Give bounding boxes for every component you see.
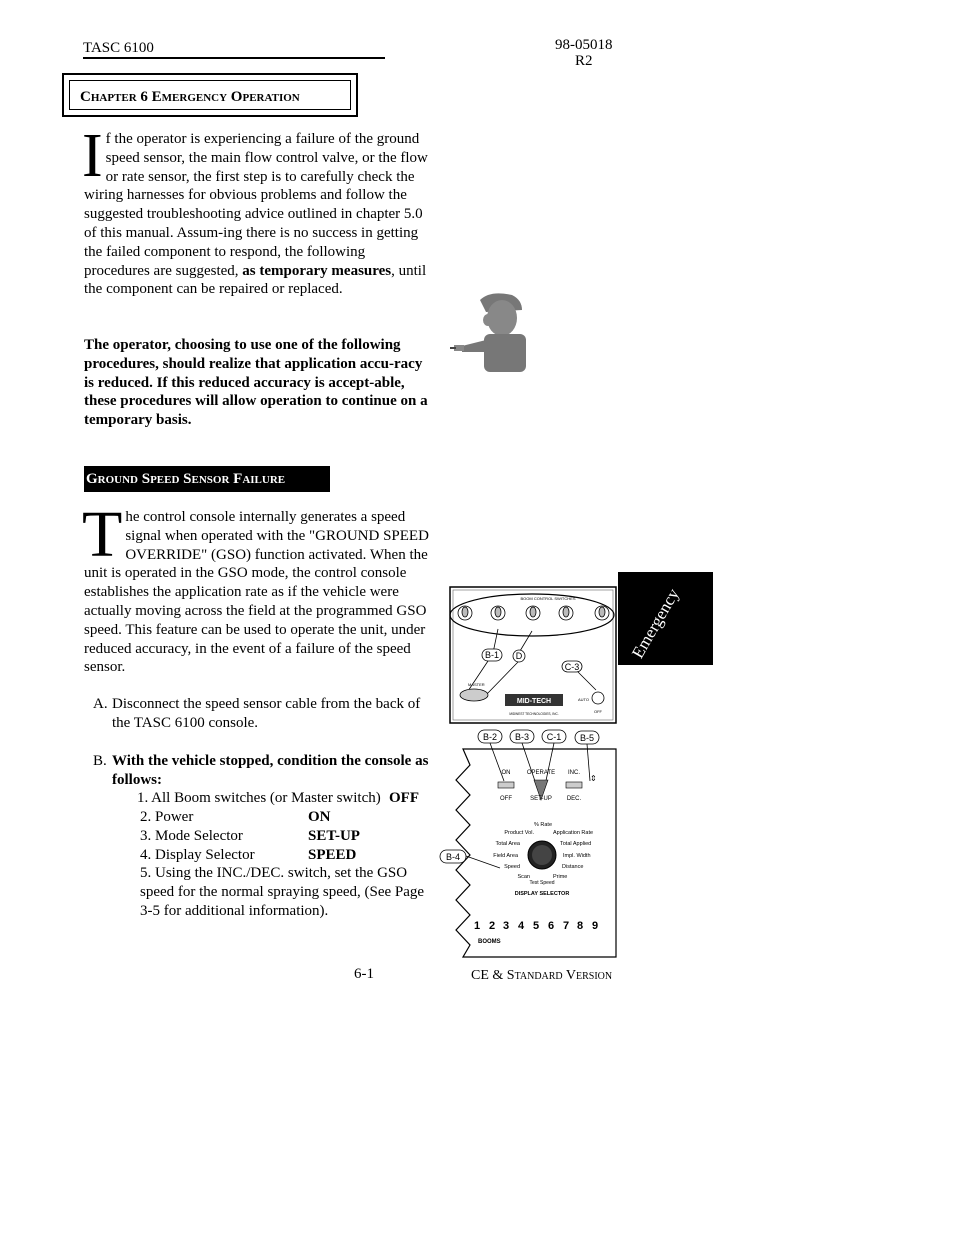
doc-number: 98-05018: [555, 37, 613, 53]
step-b-text: With the vehicle stopped, condition the console as follows:: [112, 753, 429, 788]
boom-number: 8: [577, 920, 584, 932]
on-label: ON: [501, 770, 511, 776]
chapter-title-box: [62, 73, 358, 117]
intro-text: f the operator is experiencing a failure of the ground speed sensor, the main flow control valve, or the flow or rate sensor, the first step is to carefully check the wiring harnesses for obvious problems and follow the suggested troubleshooting advice outlined in chapter 5.0 of this manual. Assum-ing there is no success in getting the failed component to respond, the following procedures are suggested,: [84, 131, 428, 279]
display-selector-title: DISPLAY SELECTOR: [514, 891, 570, 897]
master-switch: [460, 689, 488, 701]
page-number: 6-1: [354, 966, 374, 982]
condition-1-value: OFF: [389, 790, 419, 806]
side-tab-label: Emergency: [628, 585, 684, 662]
condition-3-label: 3. Mode Selector: [140, 828, 243, 844]
intro-drop-cap: I: [82, 122, 103, 190]
selector-left-5: Scan: [517, 874, 530, 880]
power-switch: [498, 782, 514, 788]
intro-bold-text: as temporary measures: [242, 262, 392, 279]
selector-right-1: Application Rate: [553, 830, 594, 836]
gso-paragraph: [82, 498, 429, 677]
step-a-label: A.: [93, 696, 108, 712]
intro-text-end: , until the component can be repaired or replaced.: [84, 262, 427, 298]
intro-paragraph: [82, 122, 429, 299]
brand-sub-label: MIDWEST TECHNOLOGIES, INC.: [509, 712, 559, 716]
selector-left-4: Speed: [504, 864, 520, 870]
master-label: MASTER: [468, 682, 485, 687]
selector-left-2: Total Area: [495, 841, 520, 847]
gso-text: he control console internally generates a speed signal when operated with the "GROUND SPEED OVERRIDE" (GSO) function activated. When the unit is operated in the GSO mode, the control console establishes the application rate as if the vehicle were actually moving across the field at the programmed GSO speed. This feature can be used to operate the unit, under reduced accuracy, in the event of a failure of the speed sensor.: [84, 509, 429, 676]
boom-number-row: [474, 920, 598, 932]
callout-b5: B-5: [579, 733, 595, 743]
boom-number: 6: [548, 920, 555, 932]
auto-off-label: OFF: [594, 709, 602, 714]
condition-1-label: 1. All Boom switches (or Master switch): [137, 790, 381, 806]
selector-right-2: Total Applied: [560, 841, 592, 847]
booms-label: BOOMS: [478, 939, 501, 945]
gso-drop-cap: T: [82, 498, 123, 571]
step-a-text: Disconnect the speed sensor cable from the back of the TASC 6100 console.: [112, 696, 421, 731]
condition-3-value: SET-UP: [308, 828, 360, 844]
chapter-title: Chapter 6 Emergency Operation: [69, 80, 351, 110]
boom-number: 4: [518, 920, 525, 932]
boom-number: 9: [592, 920, 599, 932]
boom-number: 5: [533, 920, 540, 932]
selector-left-1: Product Vol.: [504, 830, 534, 836]
pointing-man-illustration: [450, 290, 530, 375]
condition-4-value: SPEED: [308, 847, 357, 863]
callout-c3: C-3: [564, 662, 580, 672]
condition-5-text: 5. Using the INC./DEC. switch, set the GSO speed for the normal spraying speed, (See Page 3-5 for additional information).: [140, 865, 425, 919]
selector-bottom: Test Speed: [529, 880, 555, 886]
inc-dec-switch: [566, 782, 582, 788]
inc-dec-arrows-icon: ⇕: [590, 774, 597, 783]
header-left: TASC 6100: [83, 40, 154, 56]
section-title: Ground Speed Sensor Failure: [84, 466, 330, 492]
selector-left-3: Field Area: [493, 853, 518, 859]
condition-2-value: ON: [308, 809, 331, 825]
step-b-label: B.: [93, 753, 107, 769]
callout-b2: B-2: [482, 732, 498, 742]
selector-right-3: Impl. Width: [563, 853, 591, 859]
boom-number: 2: [489, 920, 496, 932]
condition-4-label: 4. Display Selector: [140, 847, 255, 863]
off-label: OFF: [500, 796, 512, 802]
doc-revision: R2: [574, 53, 593, 69]
selector-right-4: Distance: [562, 864, 584, 870]
boom-number: 3: [503, 920, 510, 932]
callout-d: D: [515, 651, 523, 661]
selector-top: % Rate: [533, 822, 553, 828]
operate-label: OPERATE: [526, 770, 556, 776]
warning-paragraph: The operator, choosing to use one of the following procedures, should realize that application accu-racy is reduced. If this reduced accuracy is accept-able, these procedures will allow operation to continue on a temporary basis.: [84, 337, 428, 429]
boom-number: 1: [474, 920, 481, 932]
boom-number: 7: [563, 920, 570, 932]
callout-c1: C-1: [546, 732, 562, 742]
header-right: [555, 37, 613, 69]
boom-switches-label: BOOM CONTROL SWITCHES: [520, 596, 576, 601]
brand-label: MID-TECH: [516, 698, 552, 705]
callout-b4: B-4: [445, 852, 461, 862]
console-diagram: [438, 585, 622, 960]
inc-label: INC.: [568, 770, 580, 776]
callout-b1: B-1: [484, 650, 500, 660]
header-rule: [83, 57, 385, 59]
callout-b3: B-3: [514, 732, 530, 742]
condition-2-label: 2. Power: [140, 809, 194, 825]
auto-switch: [592, 692, 604, 704]
version-label: CE & Standard Version: [471, 968, 613, 983]
auto-label: AUTO: [578, 697, 590, 702]
setup-label: SET-UP: [530, 796, 552, 802]
selector-right-5: Prime: [553, 874, 568, 880]
dec-label: DEC.: [566, 796, 582, 802]
